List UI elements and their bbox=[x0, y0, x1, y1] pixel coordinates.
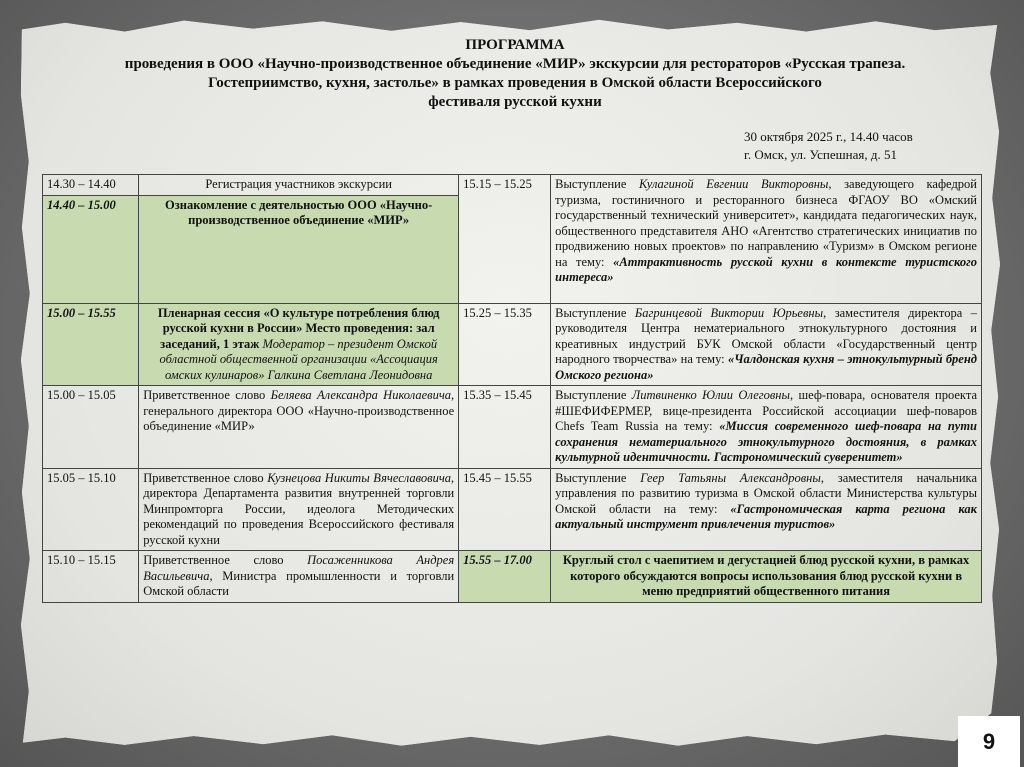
event-cell: Ознакомление с деятельностью ООО «Научно-производственное объединение «МИР» bbox=[139, 195, 459, 303]
round-table-cell: Круглый стол с чаепитием и дегустацией блюд русской кухни, в рамках которого обсуждаются вопросы использования блюд русской кухни в меню предприятий общественного питания bbox=[551, 551, 982, 603]
time-cell: 15.00 – 15.55 bbox=[43, 303, 139, 386]
speaker-name: Литвиненко Юлии Олеговны bbox=[631, 388, 790, 402]
greeting-prefix: Приветственное слово bbox=[143, 553, 308, 567]
greeting-cell bbox=[139, 551, 459, 603]
speech-prefix: Выступление bbox=[555, 470, 641, 485]
program-table bbox=[42, 174, 982, 603]
event-meta bbox=[744, 128, 913, 164]
time-cell: 14.30 – 14.40 bbox=[43, 175, 139, 196]
speaker-name: Геер Татьяны Александровны bbox=[640, 470, 821, 485]
table-row bbox=[43, 468, 982, 551]
greeting-prefix: Приветственное слово bbox=[143, 470, 268, 485]
page-number: 9 bbox=[958, 716, 1020, 767]
speech-prefix: Выступление bbox=[555, 177, 639, 191]
speech-prefix: Выступление bbox=[555, 388, 632, 402]
table-row bbox=[43, 386, 982, 469]
speaker-name: Посаженникова Андрея Васильевича bbox=[143, 553, 455, 583]
speech-cell bbox=[551, 468, 982, 551]
time-cell: 14.40 – 15.00 bbox=[43, 195, 139, 303]
time-cell: 15.25 – 15.35 bbox=[459, 303, 551, 386]
speech-topic: «Аттрактивность русской кухни в контексте туристского интереса» bbox=[555, 254, 977, 284]
table-row bbox=[43, 175, 982, 196]
speaker-details: , заместителя начальника управления по развитию туризма в Омской области Министерства культуры Омской области на тему: bbox=[555, 470, 977, 516]
subtitle-line-2: Гостеприимство, кухня, застолье» в рамках проведения в Омской области Всероссийского bbox=[208, 75, 822, 91]
speech-cell bbox=[551, 303, 982, 386]
greeting-cell bbox=[139, 468, 459, 551]
speaker-details: , генерального директора ООО «Научно-производственное объединение «МИР» bbox=[143, 388, 455, 433]
speaker-details: , заместителя директора – руководителя Центра нематериального этнокультурного достояния и креативных индустрий БУК Омской области «Государственный центр народного творчества» на тему: bbox=[555, 305, 977, 366]
subtitle-line-3: фестиваля русской кухни bbox=[428, 94, 602, 110]
document-title: ПРОГРАММА bbox=[465, 37, 565, 53]
time-cell: 15.05 – 15.10 bbox=[43, 468, 139, 551]
speech-topic: «Гастрономическая карта региона как актуальный инструмент привлечения туристов» bbox=[555, 501, 977, 531]
greeting-cell bbox=[139, 386, 459, 469]
time-cell: 15.45 – 15.55 bbox=[459, 468, 551, 551]
speaker-name: Багринцевой Виктории Юрьевны bbox=[634, 305, 824, 320]
time-cell: 15.35 – 15.45 bbox=[459, 386, 551, 469]
time-cell: 15.10 – 15.15 bbox=[43, 551, 139, 603]
moderator-text: Модератор – президент Омской областной общественной организации «Ассоциация омских кулинаров» Галкина Светлана Леонидовна bbox=[159, 336, 438, 382]
plenary-session-text: Пленарная сессия «О культуре потребления блюд русской кухни в России» Место проведения: зал заседаний, 1 этаж bbox=[157, 305, 440, 351]
table-row bbox=[43, 303, 982, 386]
time-cell: 15.15 – 15.25 bbox=[459, 175, 551, 304]
greeting-prefix: Приветственное слово bbox=[143, 388, 271, 402]
table-row bbox=[43, 551, 982, 603]
document-title-block bbox=[60, 36, 970, 112]
speech-cell bbox=[551, 386, 982, 469]
speaker-name: Беляева Александра Николаевича bbox=[270, 388, 452, 402]
speaker-details: , директора Департамента развития внутренней торговли Минпромторга России, идеолога Методических рекомендаций по проведения Всероссийского фестиваля русской кухни bbox=[143, 470, 455, 547]
speaker-details: , шеф-повара, основателя проекта #ШЕФИФЕРМЕР, вице-президента Российской ассоциации шеф-поваров Chefs Team Russia на тему: bbox=[555, 388, 977, 433]
subtitle-line-1: проведения в ООО «Научно-производственное объединение «МИР» экскурсии для рестораторов «Русская трапеза. bbox=[124, 56, 906, 72]
event-cell bbox=[139, 303, 459, 386]
speech-topic: «Миссия современного шеф-повара на пути сохранения нематериального этнокультурного достояния, в рамках культурной идентичности. Гастрономический суверенитет» bbox=[555, 419, 978, 464]
time-cell: 15.55 – 17.00 bbox=[459, 551, 551, 603]
time-cell: 15.00 – 15.05 bbox=[43, 386, 139, 469]
speaker-details: , Министра промышленности и торговли Омской области bbox=[143, 568, 455, 598]
speech-prefix: Выступление bbox=[555, 305, 635, 320]
speaker-details: , заведующего кафедрой туризма, гостиничного и ресторанного бизнеса ФГАОУ ВО «Омский государственный технический университет», кандидата педагогических наук, общественного представителя АНО «Агентство стратегических инициатив по продвижению новых проектов» по направлению «Туризм» в Омском регионе на тему: bbox=[555, 177, 977, 269]
event-date-time: 30 октября 2025 г., 14.40 часов bbox=[744, 129, 913, 144]
event-cell: Регистрация участников экскурсии bbox=[139, 175, 459, 196]
event-address: г. Омск, ул. Успешная, д. 51 bbox=[744, 147, 897, 162]
speech-topic: «Чалдонская кухня – этнокультурный бренд Омского региона» bbox=[555, 352, 977, 382]
speaker-name: Кулагиной Евгении Викторовны bbox=[638, 177, 829, 191]
speech-cell bbox=[551, 175, 982, 304]
speaker-name: Кузнецова Никиты Вячеславовича bbox=[267, 470, 452, 485]
